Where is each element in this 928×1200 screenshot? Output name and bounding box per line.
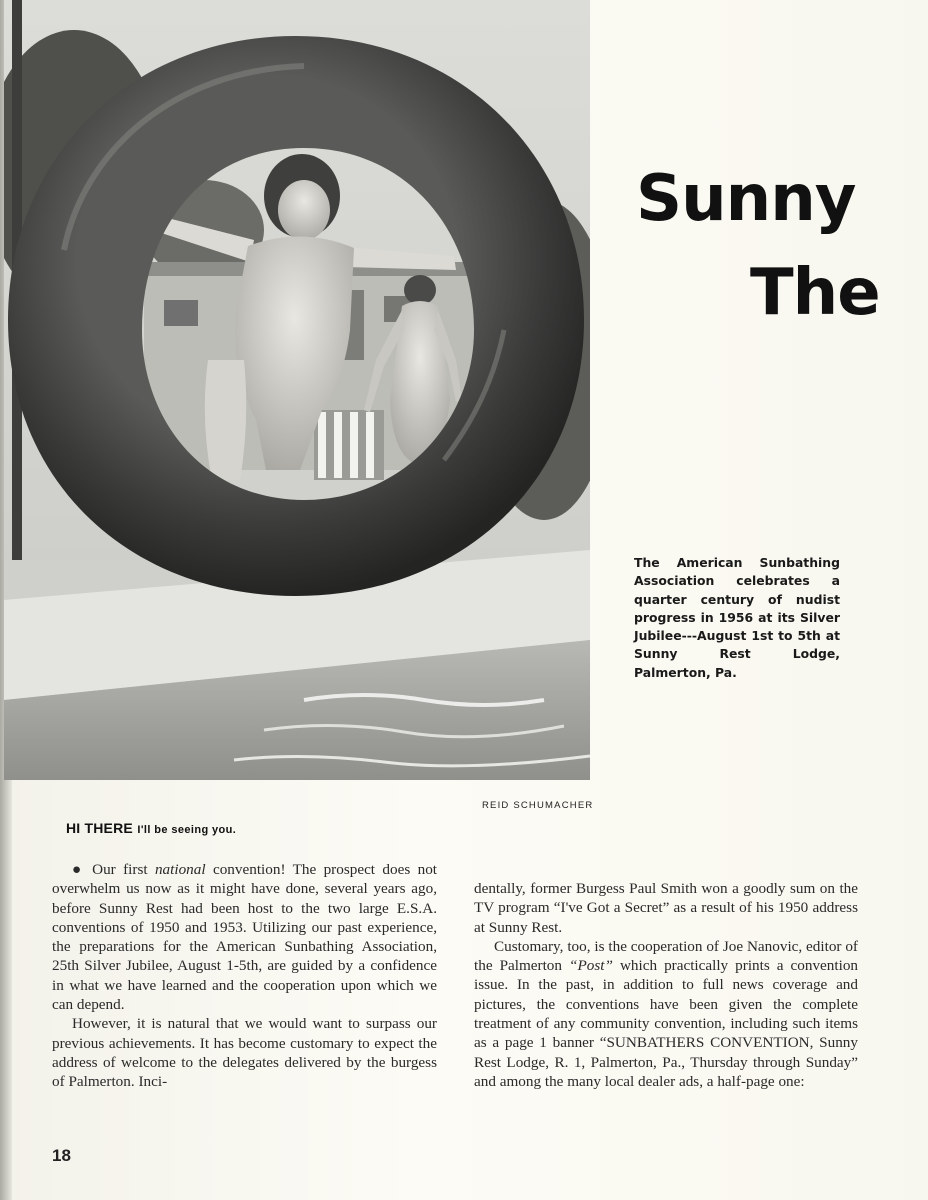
body-paragraph-2: However, it is natural that we would want to surpass our previous achievements. It has become customary to expect the address of welcome to the delegates delivered by the burgess of Palmerton. Inci- (52, 1015, 437, 1091)
body-paragraph-3: dentally, former Burgess Paul Smith won a goodly sum on the TV program “I've Got a Secret” as a result of his 1950 address at Sunny Rest. (474, 880, 858, 936)
body-paragraph-1: ● Our first national convention! The prospect does not overwhelm us now as it might have done, several years ago, before Sunny Rest had been host to the two large E.S.A. conventions of 1950 and 1953. Utilizing our past experience, the preparations for the American Sunbathing Association, 25th Silver Jubilee, August 1-5th, are guided by a confidence in what we have learned and the cooperation upon which we can depend. (52, 861, 438, 1014)
page-number: 18 (52, 1146, 71, 1165)
headline-line-1: Sunny (636, 162, 856, 236)
photo-inner-tube (4, 0, 590, 780)
headline (636, 152, 926, 340)
body-column-right (474, 879, 858, 1091)
headline-line-2: The (750, 256, 880, 330)
caption-rest: I'll be seeing you. (137, 824, 237, 836)
bullet: ● (72, 861, 85, 878)
photo-caption (66, 820, 236, 838)
body-paragraph-4: Customary, too, is the cooperation of Joe Nanovic, editor of the Palmerton “Post” which practically prints a convention issue. In the past, in addition to full news coverage and pictures, the conventions have been given the complete treatment of any community convention, including such items as a page 1 banner “SUNBATHERS CONVENTION, Sunny Rest Lodge, R. 1, Palmerton, Pa., Thursday through Sunday” and among the many local dealer ads, a half-page one: (474, 937, 859, 1090)
caption-lead: HI THERE (66, 820, 133, 836)
photo-credit: REID SCHUMACHER (482, 800, 594, 811)
body-column-left (52, 860, 437, 1092)
intro-blurb: The American Sunbathing Association celebrates a quarter century of nudist progress in 1956 at its Silver Jubilee---August 1st to 5th at Sunny Rest Lodge, Palmerton, Pa. (634, 555, 840, 680)
